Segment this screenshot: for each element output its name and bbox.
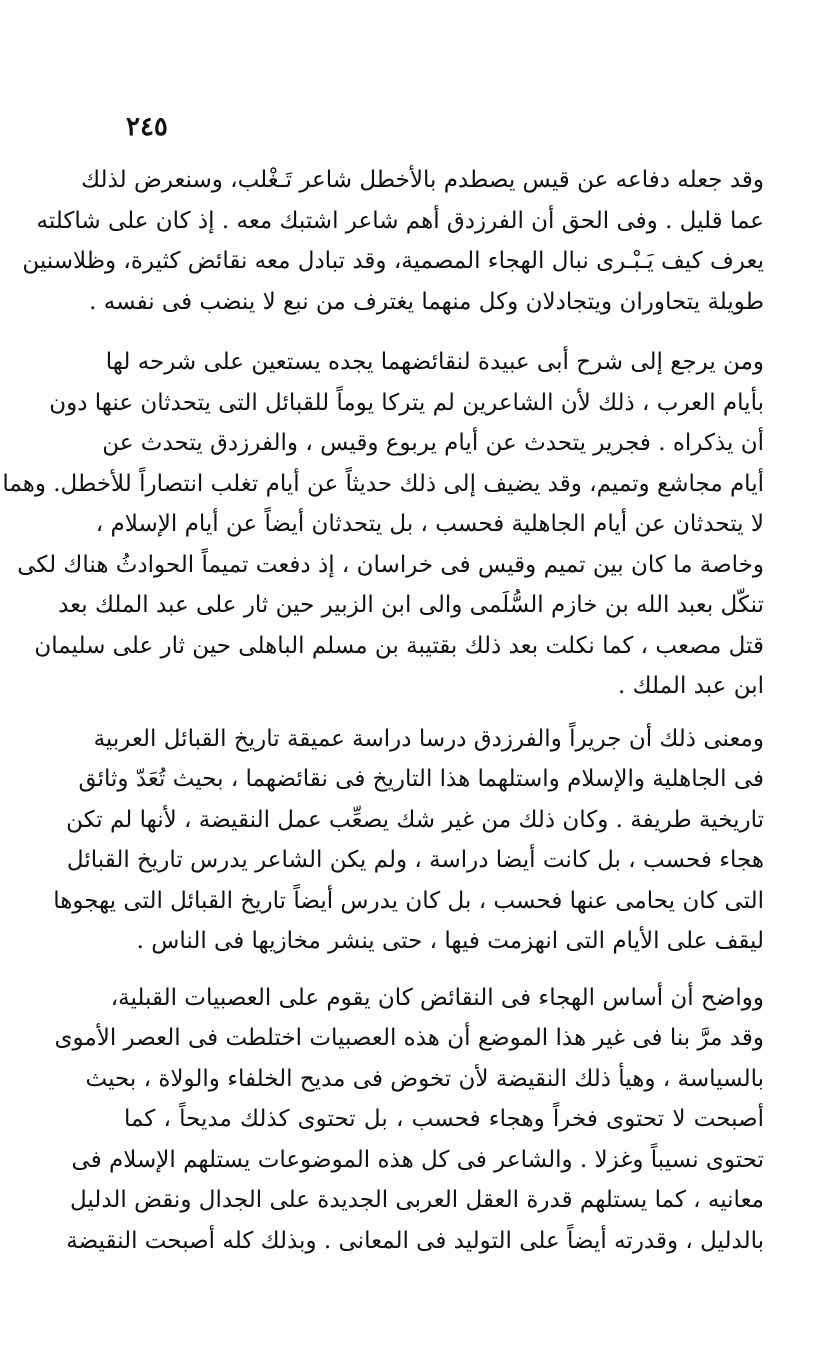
text-line: بالسياسة ، وهيأ ذلك النقيضة لأن تخوض فى مديح الخلفاء والولاة ، بحيث bbox=[85, 1065, 764, 1092]
text-line: أيام مجاشع وتميم، وقد يضيف إلى ذلك حديثاً عن أيام تغلب انتصاراً للأخطل. وهما bbox=[2, 470, 764, 497]
text-line: تنكّل بعبد الله بن خازم السُّلَمى والى ابن الزبير حين ثار على عبد الملك بعد bbox=[58, 592, 764, 618]
text-line: أصبحت لا تحتوى فخراً وهجاء فحسب ، بل تحتوى كذلك مديحاً ، كما bbox=[124, 1106, 764, 1132]
text-line: هجاء فحسب ، بل كانت أيضا دراسة ، ولم يكن الشاعر يدرس تاريخ القبائل bbox=[66, 847, 764, 873]
text-line: عما قليل . وفى الحق أن الفرزدق أهم شاعر اشتبك معه . إذ كان على شاكلته bbox=[36, 207, 764, 234]
text-line: وخاصة ما كان بين تميم وقيس فى خراسان ، إذ دفعت تميماً الحوادثُ هناك لكى bbox=[17, 551, 764, 578]
text-line: ابن عبد الملك . bbox=[618, 673, 764, 699]
paragraph-4 bbox=[54, 978, 764, 1262]
text-line: معانيه ، كما يستلهم قدرة العقل العربى الجديدة على الجدال ونقض الدليل bbox=[69, 1187, 764, 1213]
text-line: قتل مصعب ، كما نكلت بعد ذلك بقتيبة بن مسلم الباهلى حين ثار على سليمان bbox=[34, 632, 764, 659]
text-line: طويلة يتحاوران ويتجادلان وكل منهما يغترف من نبع لا ينضب فى نفسه . bbox=[89, 288, 764, 315]
text-line: بالدليل ، وقدرته أيضاً على التوليد فى المعانى . وبذلك كله أصبحت النقيضة bbox=[66, 1227, 764, 1254]
page-text-body bbox=[2, 160, 764, 1261]
paragraph-2 bbox=[2, 342, 764, 707]
text-line: ومعنى ذلك أن جريراً والفرزدق درسا دراسة عميقة تاريخ القبائل العربية bbox=[93, 725, 764, 752]
text-line: أن يذكراه . فجرير يتحدث عن أيام يربوع وقيس ، والفرزدق يتحدث عن bbox=[102, 430, 764, 456]
text-line: ليقف على الأيام التى انهزمت فيها ، حتى ينشر مخازيها فى الناس . bbox=[136, 928, 764, 954]
text-line: يعرف كيف يَـبْـرى نبال الهجاء المصمية، وقد تبادل معه نقائض كثيرة، وظلاسنين bbox=[22, 248, 764, 274]
text-line: ومن يرجع إلى شرح أبى عبيدة لنقائضهما يجده يستعين على شرحه لها bbox=[105, 349, 764, 375]
paragraph-3 bbox=[53, 719, 764, 962]
paragraph-1 bbox=[22, 160, 764, 322]
text-line: التى كان يحامى عنها فحسب ، بل كان يدرس أيضاً تاريخ القبائل التى يهجوها bbox=[53, 887, 764, 914]
page-number: ٢٤٥ bbox=[126, 112, 168, 142]
text-line: بأيام العرب ، ذلك لأن الشاعرين لم يتركا يوماً للقبائل التى يتحدثان عنها دون bbox=[49, 389, 764, 416]
text-line: وقد مرَّ بنا فى غير هذا الموضع أن هذه العصبيات اختلطت فى العصر الأموى bbox=[54, 1025, 764, 1051]
text-line: تاريخية طريفة . وكان ذلك من غير شك يصعِّب عمل النقيضة ، لأنها لم تكن bbox=[66, 806, 764, 833]
text-line: لا يتحدثان عن أيام الجاهلية فحسب ، بل يتحدثان أيضاً عن أيام الإسلام ، bbox=[95, 511, 764, 537]
text-line: تحتوى نسيباً وغزلا . والشاعر فى كل هذه الموضوعات يستلهم الإسلام فى bbox=[71, 1146, 764, 1173]
text-line: فى الجاهلية والإسلام واستلهما هذا التاريخ فى نقائضهما ، بحيث تُعَدّ وثائق bbox=[78, 766, 764, 792]
text-line: وواضح أن أساس الهجاء فى النقائض كان يقوم على العصبيات القبلية، bbox=[110, 984, 764, 1011]
text-line: وقد جعله دفاعه عن قيس يصطدم بالأخطل شاعر تَـغْلب، وسنعرض لذلك bbox=[81, 167, 764, 193]
